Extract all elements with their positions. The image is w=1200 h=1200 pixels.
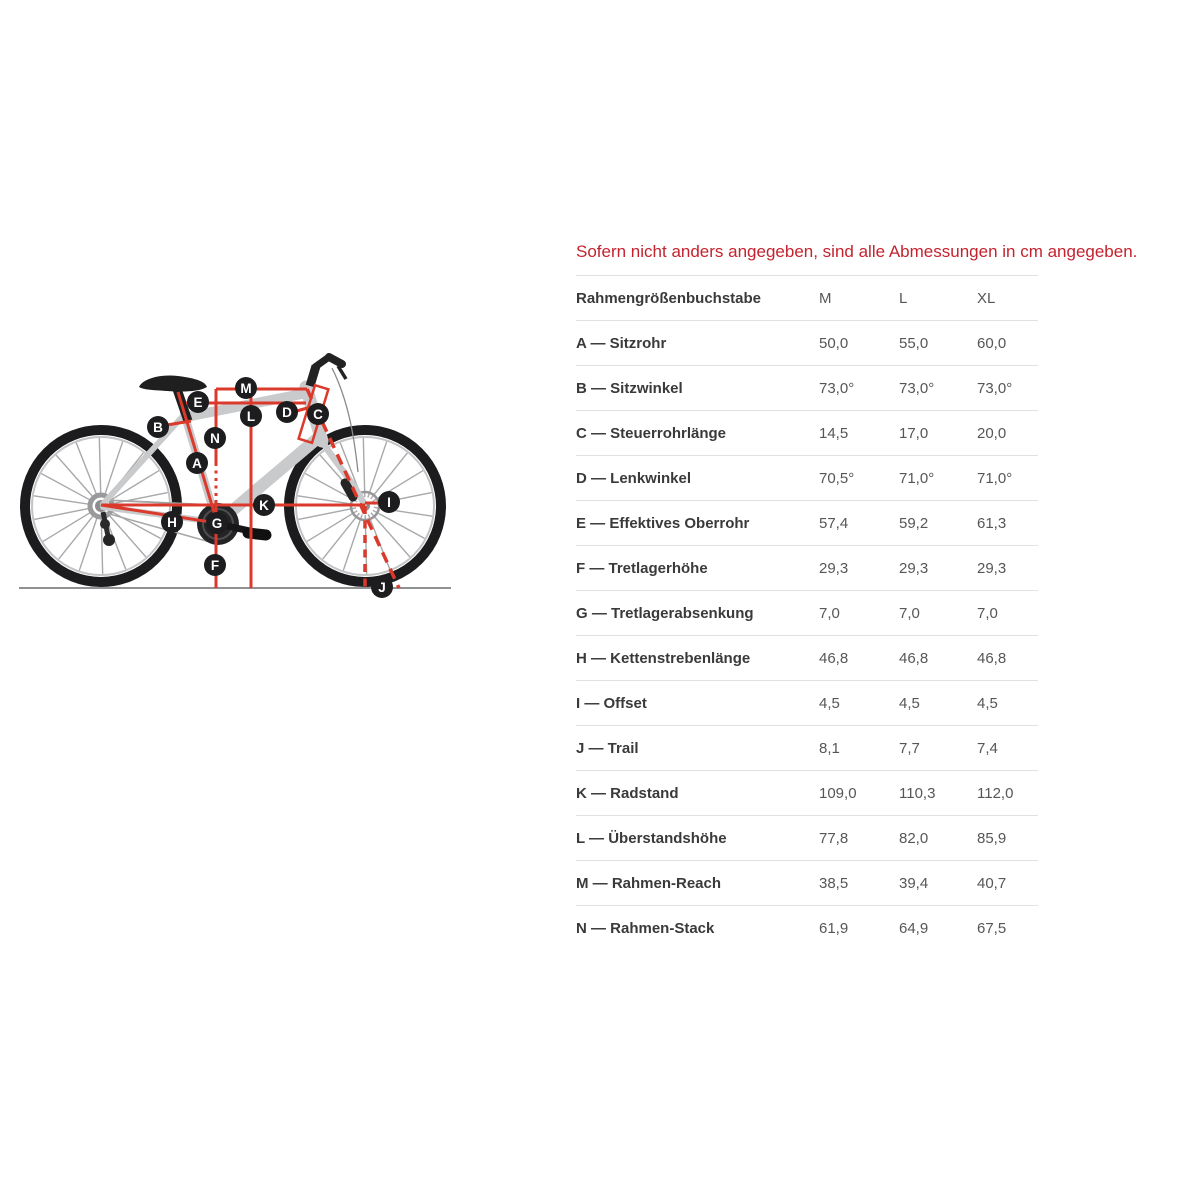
row-value: 29,3 bbox=[977, 559, 1007, 577]
table-row bbox=[576, 906, 1038, 951]
geometry-label-J bbox=[371, 576, 393, 598]
svg-text:G: G bbox=[211, 515, 223, 531]
svg-text:M: M bbox=[240, 380, 252, 396]
row-label: B — Sitzwinkel bbox=[576, 379, 683, 397]
geometry-label-A bbox=[186, 452, 208, 474]
row-value: 39,4 bbox=[899, 874, 929, 892]
table-row bbox=[576, 681, 1038, 726]
row-value: 71,0° bbox=[899, 469, 935, 487]
row-label: J — Trail bbox=[576, 739, 639, 757]
row-value: 67,5 bbox=[977, 919, 1007, 937]
geometry-table bbox=[576, 275, 1038, 950]
column-header-l: L bbox=[899, 289, 908, 307]
row-label: D — Lenkwinkel bbox=[576, 469, 692, 487]
column-header-m: M bbox=[819, 289, 832, 307]
row-label: L — Überstandshöhe bbox=[576, 829, 727, 847]
geometry-label-F bbox=[204, 554, 226, 576]
table-row bbox=[576, 726, 1038, 771]
row-value: 61,3 bbox=[977, 514, 1007, 532]
row-value: 70,5° bbox=[819, 469, 855, 487]
row-value: 82,0 bbox=[899, 829, 929, 847]
row-value: 59,2 bbox=[899, 514, 929, 532]
geometry-label-E bbox=[187, 391, 209, 413]
row-value: 73,0° bbox=[899, 379, 935, 397]
svg-text:A: A bbox=[192, 455, 202, 471]
row-value: 38,5 bbox=[819, 874, 849, 892]
svg-text:J: J bbox=[378, 579, 386, 595]
row-value: 60,0 bbox=[977, 334, 1007, 352]
table-row bbox=[576, 456, 1038, 501]
column-header-letter: Rahmengrößenbuchstabe bbox=[576, 289, 762, 307]
table-row bbox=[576, 591, 1038, 636]
row-value: 8,1 bbox=[819, 739, 840, 757]
svg-text:F: F bbox=[210, 557, 220, 573]
row-value: 46,8 bbox=[819, 649, 849, 667]
row-value: 40,7 bbox=[977, 874, 1007, 892]
row-label: F — Tretlagerhöhe bbox=[576, 559, 708, 577]
row-label: A — Sitzrohr bbox=[576, 334, 667, 352]
row-value: 110,3 bbox=[899, 784, 936, 802]
geometry-label-M bbox=[235, 377, 257, 399]
row-value: 57,4 bbox=[819, 514, 849, 532]
svg-text:I: I bbox=[387, 494, 391, 510]
table-row bbox=[576, 861, 1038, 906]
row-value: 4,5 bbox=[899, 694, 920, 712]
row-value: 85,9 bbox=[977, 829, 1007, 847]
geometry-label-K bbox=[253, 494, 275, 516]
row-value: 7,0 bbox=[899, 604, 920, 622]
row-value: 109,0 bbox=[819, 784, 857, 802]
row-value: 17,0 bbox=[899, 424, 929, 442]
row-value: 29,3 bbox=[899, 559, 929, 577]
table-row bbox=[576, 411, 1038, 456]
row-value: 7,0 bbox=[977, 604, 998, 622]
row-label: K — Radstand bbox=[576, 784, 679, 802]
geometry-table-body bbox=[576, 321, 1038, 951]
row-value: 73,0° bbox=[819, 379, 855, 397]
svg-text:E: E bbox=[193, 394, 203, 410]
row-value: 73,0° bbox=[977, 379, 1013, 397]
table-row bbox=[576, 366, 1038, 411]
column-header-xl: XL bbox=[977, 289, 996, 307]
row-value: 46,8 bbox=[977, 649, 1007, 667]
table-row bbox=[576, 771, 1038, 816]
row-value: 64,9 bbox=[899, 919, 929, 937]
geometry-label-N bbox=[204, 427, 226, 449]
geometry-label-L bbox=[240, 405, 262, 427]
row-value: 7,4 bbox=[977, 739, 998, 757]
row-value: 77,8 bbox=[819, 829, 849, 847]
svg-text:H: H bbox=[167, 514, 177, 530]
table-header-row bbox=[576, 276, 1038, 321]
table-row bbox=[576, 636, 1038, 681]
row-value: 7,0 bbox=[819, 604, 840, 622]
row-label: C — Steuerrohrlänge bbox=[576, 424, 727, 442]
table-row bbox=[576, 816, 1038, 861]
row-value: 112,0 bbox=[977, 784, 1014, 802]
svg-text:N: N bbox=[210, 430, 220, 446]
svg-text:K: K bbox=[259, 497, 269, 513]
row-value: 71,0° bbox=[977, 469, 1013, 487]
row-label: G — Tretlagerabsenkung bbox=[576, 604, 754, 622]
svg-text:D: D bbox=[282, 404, 292, 420]
geometry-label-C bbox=[307, 403, 329, 425]
geometry-label-H bbox=[161, 511, 183, 533]
row-value: 46,8 bbox=[899, 649, 929, 667]
row-label: M — Rahmen-Reach bbox=[576, 874, 722, 892]
table-row bbox=[576, 501, 1038, 546]
geometry-label-I bbox=[378, 491, 400, 513]
row-value: 55,0 bbox=[899, 334, 929, 352]
geometry-label-D bbox=[276, 401, 298, 423]
row-value: 50,0 bbox=[819, 334, 849, 352]
row-value: 20,0 bbox=[977, 424, 1007, 442]
row-value: 4,5 bbox=[819, 694, 840, 712]
row-value: 61,9 bbox=[819, 919, 849, 937]
row-value: 29,3 bbox=[819, 559, 849, 577]
row-label: I — Offset bbox=[576, 694, 647, 712]
row-value: 14,5 bbox=[819, 424, 849, 442]
svg-text:B: B bbox=[153, 419, 163, 435]
row-label: H — Kettenstrebenlänge bbox=[576, 649, 751, 667]
table-row bbox=[576, 321, 1038, 366]
row-value: 4,5 bbox=[977, 694, 998, 712]
geometry-label-B bbox=[147, 416, 169, 438]
row-label: N — Rahmen-Stack bbox=[576, 919, 715, 937]
bike-geometry-diagram bbox=[0, 340, 470, 602]
svg-text:L: L bbox=[246, 408, 256, 424]
geometry-label-G bbox=[206, 512, 228, 534]
units-note: Sofern nicht anders angegeben, sind alle Abmessungen in cm angegeben. bbox=[576, 242, 1138, 261]
svg-text:C: C bbox=[313, 406, 323, 422]
row-value: 7,7 bbox=[899, 739, 920, 757]
table-row bbox=[576, 546, 1038, 591]
geometry-panel bbox=[576, 242, 1196, 950]
row-label: E — Effektives Oberrohr bbox=[576, 514, 750, 532]
